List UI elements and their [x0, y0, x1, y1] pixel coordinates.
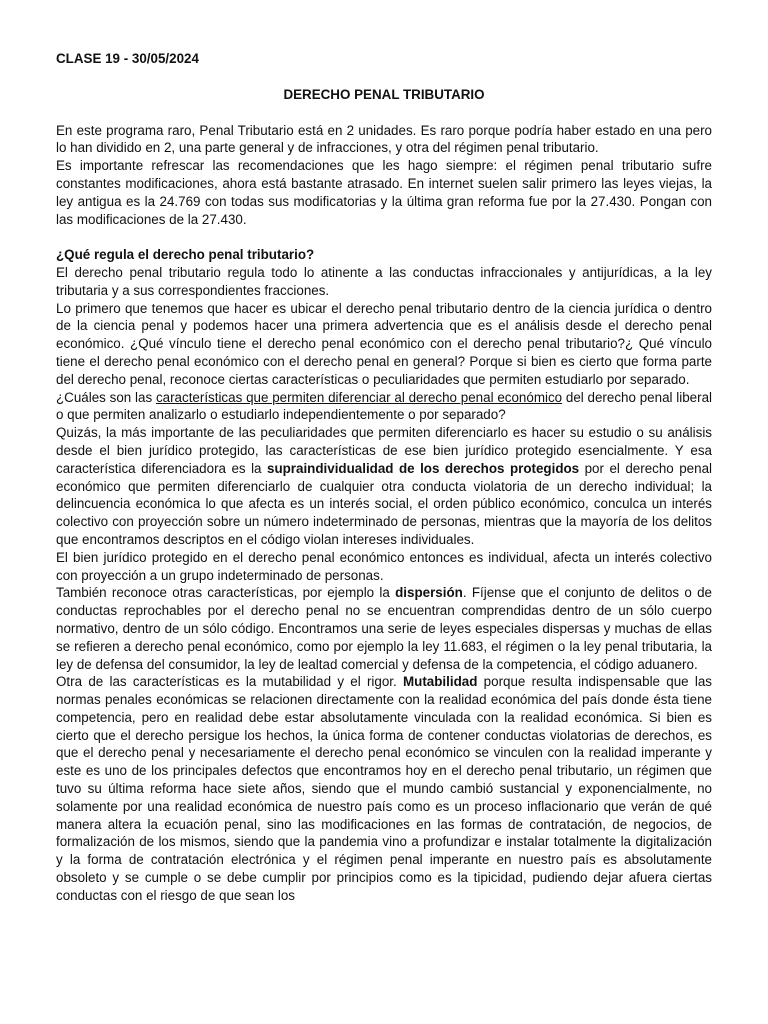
p3-text-before: ¿Cuáles son las	[56, 389, 156, 405]
section-heading: ¿Qué regula el derecho penal tributario?	[56, 247, 315, 263]
p7-text-before: Otra de las características es la mutabilidad y el rigor.	[56, 674, 404, 690]
intro-paragraph-2: Es importante refrescar las recomendaciones que les hago siempre: el régimen penal tributario sufre constantes modificaciones, ahora está bastante atrasado. En internet suelen salir primero las leyes viejas, la ley antigua es la 24.769 con todas sus modificatorias y la última gran reforma fue por la 27.430. Pongan con las modificaciones de la 27.430.	[56, 158, 712, 227]
intro-paragraph-1: En este programa raro, Penal Tributario está en 2 unidades. Es raro porque podría haber estado en una pero lo han dividido en 2, una parte general y de infracciones, y otra del régimen penal tributario.	[56, 122, 712, 156]
p3-underlined-phrase: características que permiten diferenciar al derecho penal económico	[155, 389, 563, 405]
p4-text-before: Quizás, la más importante de las peculiaridades que permiten diferenciarlo es hacer su estudio o su análisis desde el bien jurídico protegido, las características de ese bien jurídico protegido esencialmente. Y esa característica diferenciadora es la	[56, 425, 712, 476]
p6-text-before: También reconoce otras características, por ejemplo la	[56, 585, 396, 601]
p6-bold-word: dispersión	[395, 585, 463, 601]
p7-bold-word: Mutabilidad	[403, 674, 478, 690]
p4-bold-phrase: supraindividualidad de los derechos protegidos	[267, 460, 580, 476]
section-paragraph-2: Lo primero que tenemos que hacer es ubicar el derecho penal tributario dentro de la ciencia jurídica o dentro de la ciencia penal y podemos hacer una primera advertencia que es el análisis desde el derecho penal económico. ¿Qué vínculo tiene el derecho penal económico con el derecho penal tributario?¿ Qué vínculo tiene el derecho penal económico con el derecho penal en general? Porque si bien es cierto que forma parte del derecho penal, reconoce ciertas características o peculiaridades que permiten estudiarlo por separado.	[56, 300, 712, 387]
section-paragraph-3	[56, 389, 712, 425]
p6-text-after: . Fíjense que el conjunto de delitos o de conductas reprochables por el derecho penal no se encuentran comprendidas dentro de un sólo cuerpo normativo, dentro de un sólo código. Encontramos una serie de leyes especiales dispersas y muchas de ellas se refieren a derecho penal económico, como por ejemplo la ley 11.683, el régimen o la ley penal tributaria, la ley de defensa del consumidor, la ley de lealtad comercial y defensa de la competencia, el código aduanero.	[56, 585, 712, 672]
p7-text-after: porque resulta indispensable que las normas penales económicas se relacionen directamente con la realidad económica del país donde ésta tiene competencia, pero en realidad debe estar absolutamente vinculada con la realidad económica. Si bien es cierto que el derecho persigue los hechos, la única forma de contener conductas violatorias de derechos, es que el derecho penal y necesariamente el derecho penal económico se vinculen con la realidad imperante y este es uno de los principales defectos que encontramos hoy en el derecho penal tributario, un régimen que tuvo su última reforma hace siete años, siendo que el mundo cambió sustancial y exponencialmente, no solamente por una realidad económica de nuestro país como es un proceso inflacionario que verán de qué manera altera la ecuación penal, sino las modificaciones en las formas de contratación, de negocios, de formalización de los mismos, siendo que la pandemia vino a profundizar e instalar totalmente la digitalización y la forma de contratación electrónica y el régimen penal imperante en nuestro país es absolutamente obsoleto y se cumple o se debe cumplir por principios como es la tipicidad, pudiendo dejar afuera ciertas conductas con el riesgo de que sean los	[56, 674, 712, 903]
paragraph-spacer	[56, 228, 712, 246]
p4-text-after: por el derecho penal económico que permiten diferenciarlo de cualquier otra conducta violatoria de un derecho individual; la delincuencia económica lo que afecta es un interés social, el orden público económico, conculca un interés colectivo con proyección sobre un número indeterminado de personas, mientras que la mayoría de los delitos que encontramos descriptos en el código violan intereses individuales.	[56, 460, 712, 547]
document-title: DERECHO PENAL TRIBUTARIO	[283, 86, 485, 102]
section-paragraph-6	[56, 584, 712, 673]
section-paragraph-4	[56, 424, 712, 549]
class-header: CLASE 19 - 30/05/2024	[56, 51, 199, 66]
section-paragraph-5: El bien jurídico protegido en el derecho penal económico entonces es individual, afecta un interés colectivo con proyección a un grupo indeterminado de personas.	[56, 549, 712, 583]
section-paragraph-7	[56, 673, 712, 904]
p3-text-after: del derecho penal liberal o que permiten analizarlo o estudiarlo independientemente o por separado?	[56, 389, 713, 423]
section-paragraph-1: El derecho penal tributario regula todo lo atinente a las conductas infraccionales y antijurídicas, a la ley tributaria y a sus correspondientes fracciones.	[56, 264, 712, 298]
